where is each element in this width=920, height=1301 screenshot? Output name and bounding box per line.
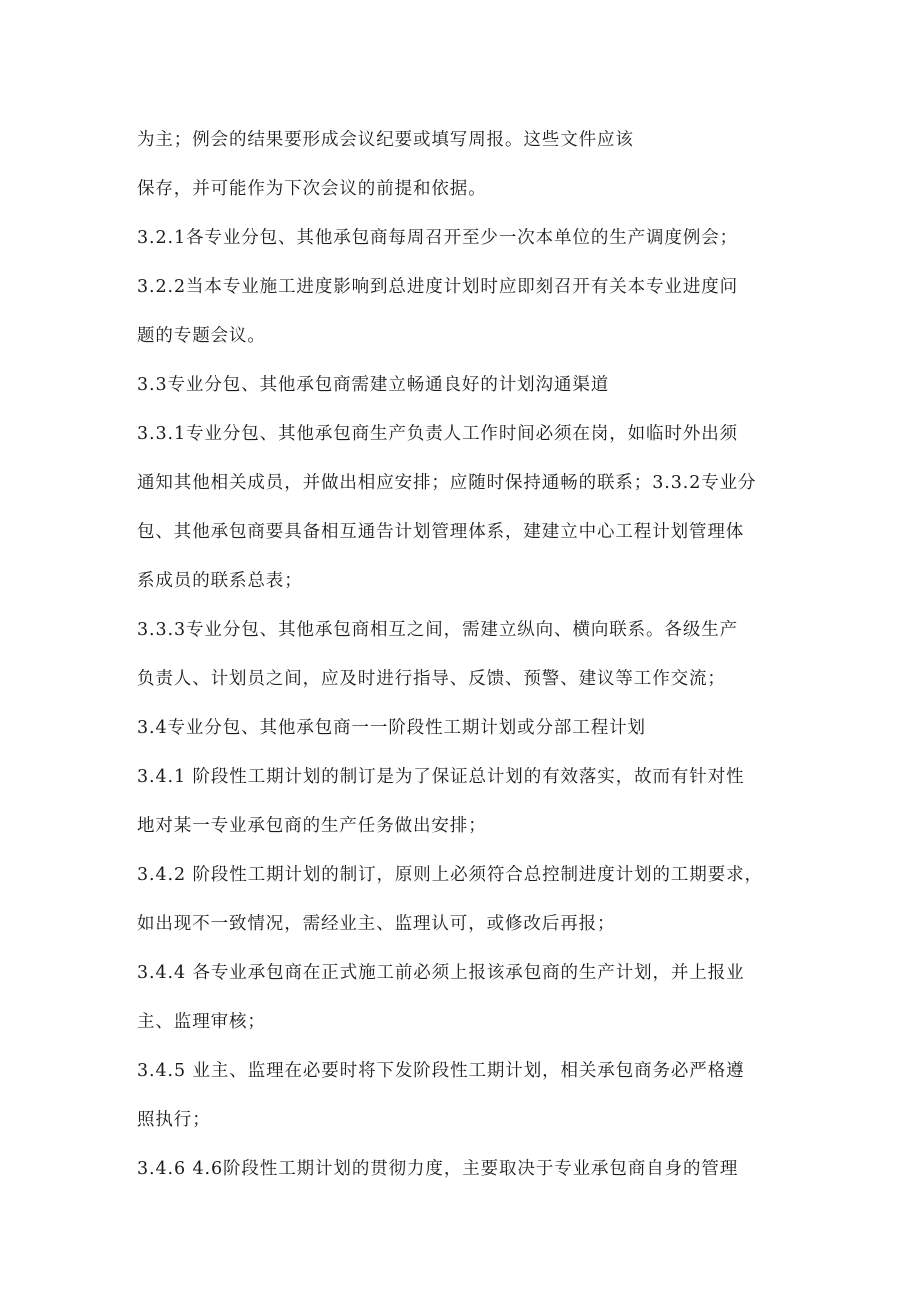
text-line: 通知其他相关成员，并做出相应安排；应随时保持通畅的联系；3.3.2专业分 <box>137 473 757 493</box>
text-line: 3.2.1各专业分包、其他承包商每周召开至少一次本单位的生产调度例会； <box>137 228 739 248</box>
text-line: 保存，并可能作为下次会议的前提和依据。 <box>137 179 487 199</box>
text-line: 3.4.1 阶段性工期计划的制订是为了保证总计划的有效落实，故而有针对性 <box>137 767 745 787</box>
text-line: 3.3.3专业分包、其他承包商相互之间，需建立纵向、横向联系。各级生产 <box>137 620 739 640</box>
text-line: 为主；例会的结果要形成会议纪要或填写周报。这些文件应该 <box>137 130 634 150</box>
text-line: 3.4.2 阶段性工期计划的制订，原则上必须符合总控制进度计划的工期要求， <box>137 865 763 885</box>
text-line: 主、监理审核； <box>137 1012 266 1032</box>
text-line: 3.4.5 业主、监理在必要时将下发阶段性工期计划，相关承包商务必严格遵 <box>137 1061 745 1081</box>
text-line: 包、其他承包商要具备相互通告计划管理体系，建建立中心工程计划管理体 <box>137 522 745 542</box>
text-line: 如出现不一致情况，需经业主、监理认可，或修改后再报； <box>137 914 616 934</box>
text-line: 3.4.4 各专业承包商在正式施工前必须上报该承包商的生产计划，并上报业 <box>137 963 745 983</box>
text-line: 3.2.2当本专业施工进度影响到总进度计划时应即刻召开有关本专业进度问 <box>137 277 739 297</box>
text-line: 照执行； <box>137 1110 211 1130</box>
text-line: 3.4.6 4.6阶段性工期计划的贯彻力度，主要取决于专业承包商自身的管理 <box>137 1159 739 1179</box>
section-heading: 3.3专业分包、其他承包商需建立畅通良好的计划沟通渠道 <box>137 375 610 395</box>
section-heading: 3.4专业分包、其他承包商一一阶段性工期计划或分部工程计划 <box>137 718 646 738</box>
text-line: 3.3.1专业分包、其他承包商生产负责人工作时间必须在岗，如临时外出须 <box>137 424 739 444</box>
text-line: 地对某一专业承包商的生产任务做出安排； <box>137 816 487 836</box>
text-line: 题的专题会议。 <box>137 326 266 346</box>
text-line: 系成员的联系总表； <box>137 571 303 591</box>
text-line: 负责人、计划员之间，应及时进行指导、反馈、预警、建议等工作交流； <box>137 669 726 689</box>
